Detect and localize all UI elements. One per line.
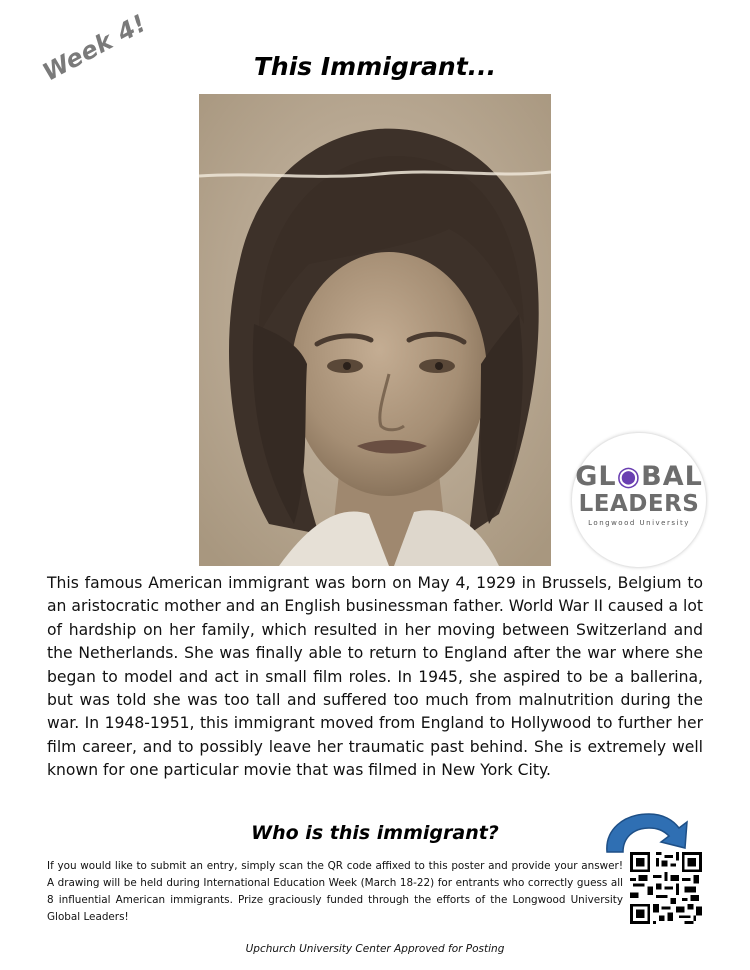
- qr-code-icon[interactable]: [630, 852, 702, 924]
- globe-icon: ◉: [616, 461, 642, 492]
- poster-title: This Immigrant...: [253, 52, 497, 81]
- portrait-photo-illustration: [199, 94, 551, 566]
- question-heading: Who is this immigrant?: [251, 822, 499, 844]
- entry-instructions: If you would like to submit an entry, simply scan the QR code affixed to this poster and provide your answer! A drawing will be held during International Education Week (March 18-22) for entrants who correctly guess all 8 influential American immigrants. Prize graciously funded through the efforts of the Longwood University Global Leaders!: [47, 860, 623, 923]
- logo-wordmark-leaders: LEADERS: [578, 491, 700, 517]
- logo-wordmark-global: GL◉BAL: [575, 461, 703, 492]
- week-tag: Week 4!: [38, 8, 151, 87]
- posting-approval-footer: Upchurch University Center Approved for Posting: [245, 943, 505, 955]
- immigrant-bio: This famous American immigrant was born on May 4, 1929 in Brussels, Belgium to an aristocratic mother and an English businessman father. World War II caused a lot of hardship on her family, which resulted in her moving between Switzerland and the Netherlands. She was finally able to return to England after the war where she began to model and act in small film roles. In 1945, she aspired to be a ballerina, but was told she was too tall and suffered too much from malnutrition during the war. In 1948-1951, this immigrant moved from England to Hollywood to further her film career, and to possibly leave her traumatic past behind. She is extremely well known for one particular movie that was filmed in New York City.: [47, 574, 703, 780]
- curved-arrow-icon: [601, 808, 693, 856]
- global-leaders-logo: [571, 432, 707, 568]
- portrait-photo: [199, 94, 551, 566]
- logo-subtitle: Longwood University: [588, 519, 690, 527]
